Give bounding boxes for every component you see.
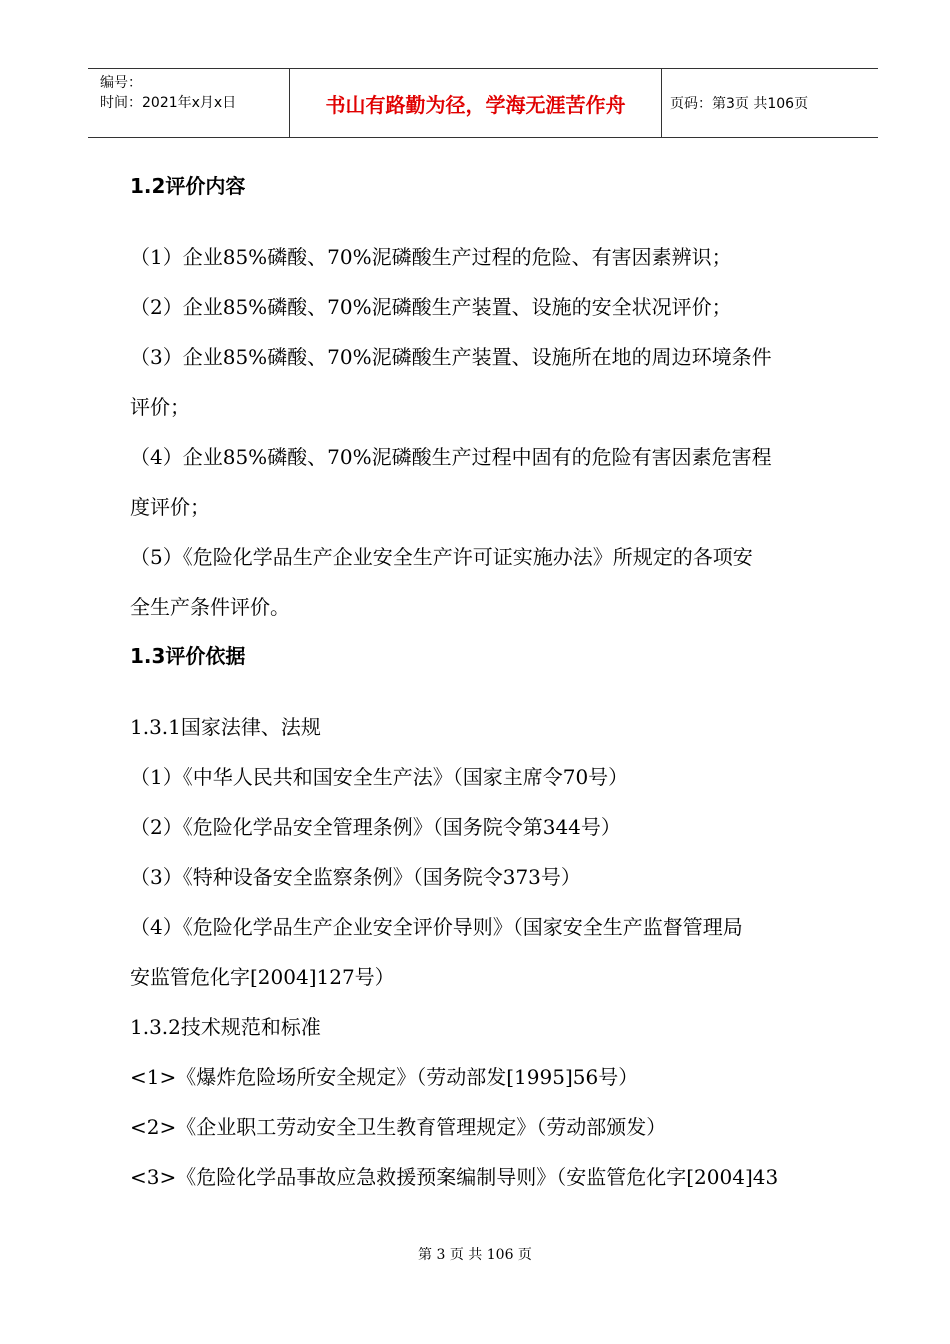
text-line: （2）《危险化学品安全管理条例》（国务院令第344号） [130,815,621,839]
text-line: （2）企业85%磷酸、70%泥磷酸生产装置、设施的安全状况评价； [130,295,732,319]
page-footer: 第 3 页 共 106 页 [418,1247,532,1263]
doc-number: 编号： [100,75,142,91]
text-line: （3）企业85%磷酸、70%泥磷酸生产装置、设施所在地的周边环境条件 [130,345,772,369]
text-line: 安监管危化字[2004]127号） [130,965,395,989]
text-line: （4）《危险化学品生产企业安全评价导则》（国家安全生产监督管理局 [130,915,743,939]
subsection-heading: 1.3.1国家法律、法规 [130,715,321,739]
text-line: 评价； [130,395,190,419]
header-page-info: 页码：第3页 共106页 [670,96,809,112]
text-line: （1）企业85%磷酸、70%泥磷酸生产过程的危险、有害因素辨识； [130,245,732,269]
header-motto: 书山有路勤为径，学海无涯苦作舟 [290,69,662,137]
text-line: 全生产条件评价。 [130,595,290,619]
text-line: （1）《中华人民共和国安全生产法》（国家主席令70号） [130,765,629,789]
section-heading: 1.2评价内容 [130,174,246,198]
subsection-heading: 1.3.2技术规范和标准 [130,1015,321,1039]
text-line: <1>《爆炸危险场所安全规定》（劳动部发[1995]56号） [130,1065,639,1089]
text-line: <2>《企业职工劳动安全卫生教育管理规定》（劳动部颁发） [130,1115,667,1139]
page-header [88,68,878,138]
text-line: <3>《危险化学品事故应急救援预案编制导则》（安监管危化字[2004]43 [130,1165,779,1189]
doc-time: 时间：2021年x月x日 [100,95,237,111]
header-meta [88,69,290,137]
text-line: （3）《特种设备安全监察条例》（国务院令373号） [130,865,581,889]
text-line: （5）《危险化学品生产企业安全生产许可证实施办法》所规定的各项安 [130,545,753,569]
text-line: （4）企业85%磷酸、70%泥磷酸生产过程中固有的危险有害因素危害程 [130,445,772,469]
text-line: 度评价； [130,495,210,519]
section-heading: 1.3评价依据 [130,644,246,668]
